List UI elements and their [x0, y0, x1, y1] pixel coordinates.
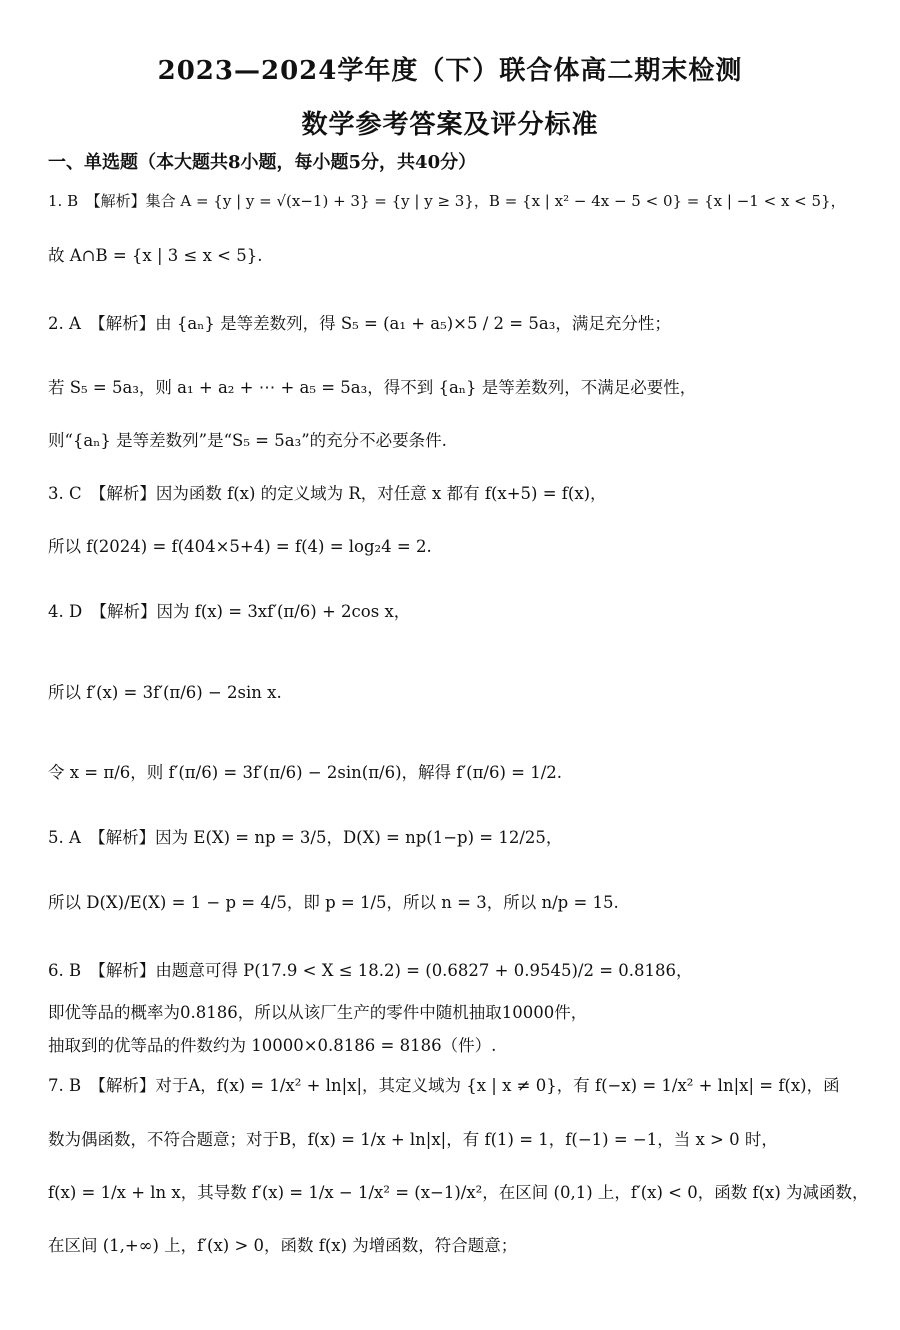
answer-line: 6. B 【解析】由题意可得 P(17.9 < X ≤ 18.2) = (0.6827 + 0.9545)/2 = 0.8186，: [48, 961, 693, 980]
page-title: 2023—2024学年度（下）联合体高二期末检测: [157, 56, 743, 86]
answer-line: 令 x = π/6，则 f′(π/6) = 3f′(π/6) − 2sin(π/6)，解得 f′(π/6) = 1/2.: [48, 763, 563, 782]
answer-line: 1. B 【解析】集合 A = {y | y = √(x−1) + 3} = {y | y ≥ 3}，B = {x | x² − 4x − 5 < 0} = {x | −1 < x < 5}，: [48, 192, 846, 210]
answer-line: 则“{aₙ} 是等差数列”是“S₅ = 5a₃”的充分不必要条件.: [48, 431, 447, 450]
answer-line: 即优等品的概率为0.8186，所以从该厂生产的零件中随机抽取10000件，: [48, 1003, 588, 1022]
answer-line: 抽取到的优等品的件数约为 10000×0.8186 = 8186（件）.: [48, 1036, 497, 1055]
answer-line: 3. C 【解析】因为函数 f(x) 的定义域为 R，对任意 x 都有 f(x+5) = f(x)，: [48, 484, 607, 503]
page-subtitle: 数学参考答案及评分标准: [301, 110, 599, 140]
answer-line: 2. A 【解析】由 {aₙ} 是等差数列，得 S₅ = (a₁ + a₅)×5 / 2 = 5a₃，满足充分性；: [48, 314, 671, 333]
answer-line: 7. B 【解析】对于A，f(x) = 1/x² + ln|x|，其定义域为 {x | x ≠ 0}，有 f(−x) = 1/x² + ln|x| = f(x)，函: [48, 1076, 840, 1095]
answer-line: 所以 D(X)/E(X) = 1 − p = 4/5，即 p = 1/5，所以 n = 3，所以 n/p = 15.: [48, 893, 619, 912]
answer-line: 4. D 【解析】因为 f(x) = 3xf′(π/6) + 2cos x，: [48, 602, 411, 621]
answer-line: 所以 f(2024) = f(404×5+4) = f(4) = log₂4 = 2.: [48, 537, 432, 556]
answer-line: 故 A∩B = {x | 3 ≤ x < 5}.: [48, 246, 263, 265]
answer-line: 所以 f′(x) = 3f′(π/6) − 2sin x.: [48, 683, 282, 702]
answer-line: 数为偶函数，不符合题意；对于B，f(x) = 1/x + ln|x|，有 f(1) = 1，f(−1) = −1，当 x > 0 时，: [48, 1130, 778, 1149]
answer-line: 在区间 (1,+∞) 上，f′(x) > 0，函数 f(x) 为增函数，符合题意；: [48, 1236, 518, 1255]
answer-line: 若 S₅ = 5a₃，则 a₁ + a₂ + ⋯ + a₅ = 5a₃，得不到 {aₙ} 是等差数列，不满足必要性，: [48, 378, 697, 397]
answer-line: f(x) = 1/x + ln x，其导数 f′(x) = 1/x − 1/x² = (x−1)/x²，在区间 (0,1) 上，f′(x) < 0，函数 f(x) 为减函数，: [48, 1183, 869, 1202]
section-heading: 一、单选题（本大题共8小题，每小题5分，共40分）: [48, 152, 477, 173]
answer-line: 5. A 【解析】因为 E(X) = np = 3/5，D(X) = np(1−p) = 12/25，: [48, 828, 563, 847]
